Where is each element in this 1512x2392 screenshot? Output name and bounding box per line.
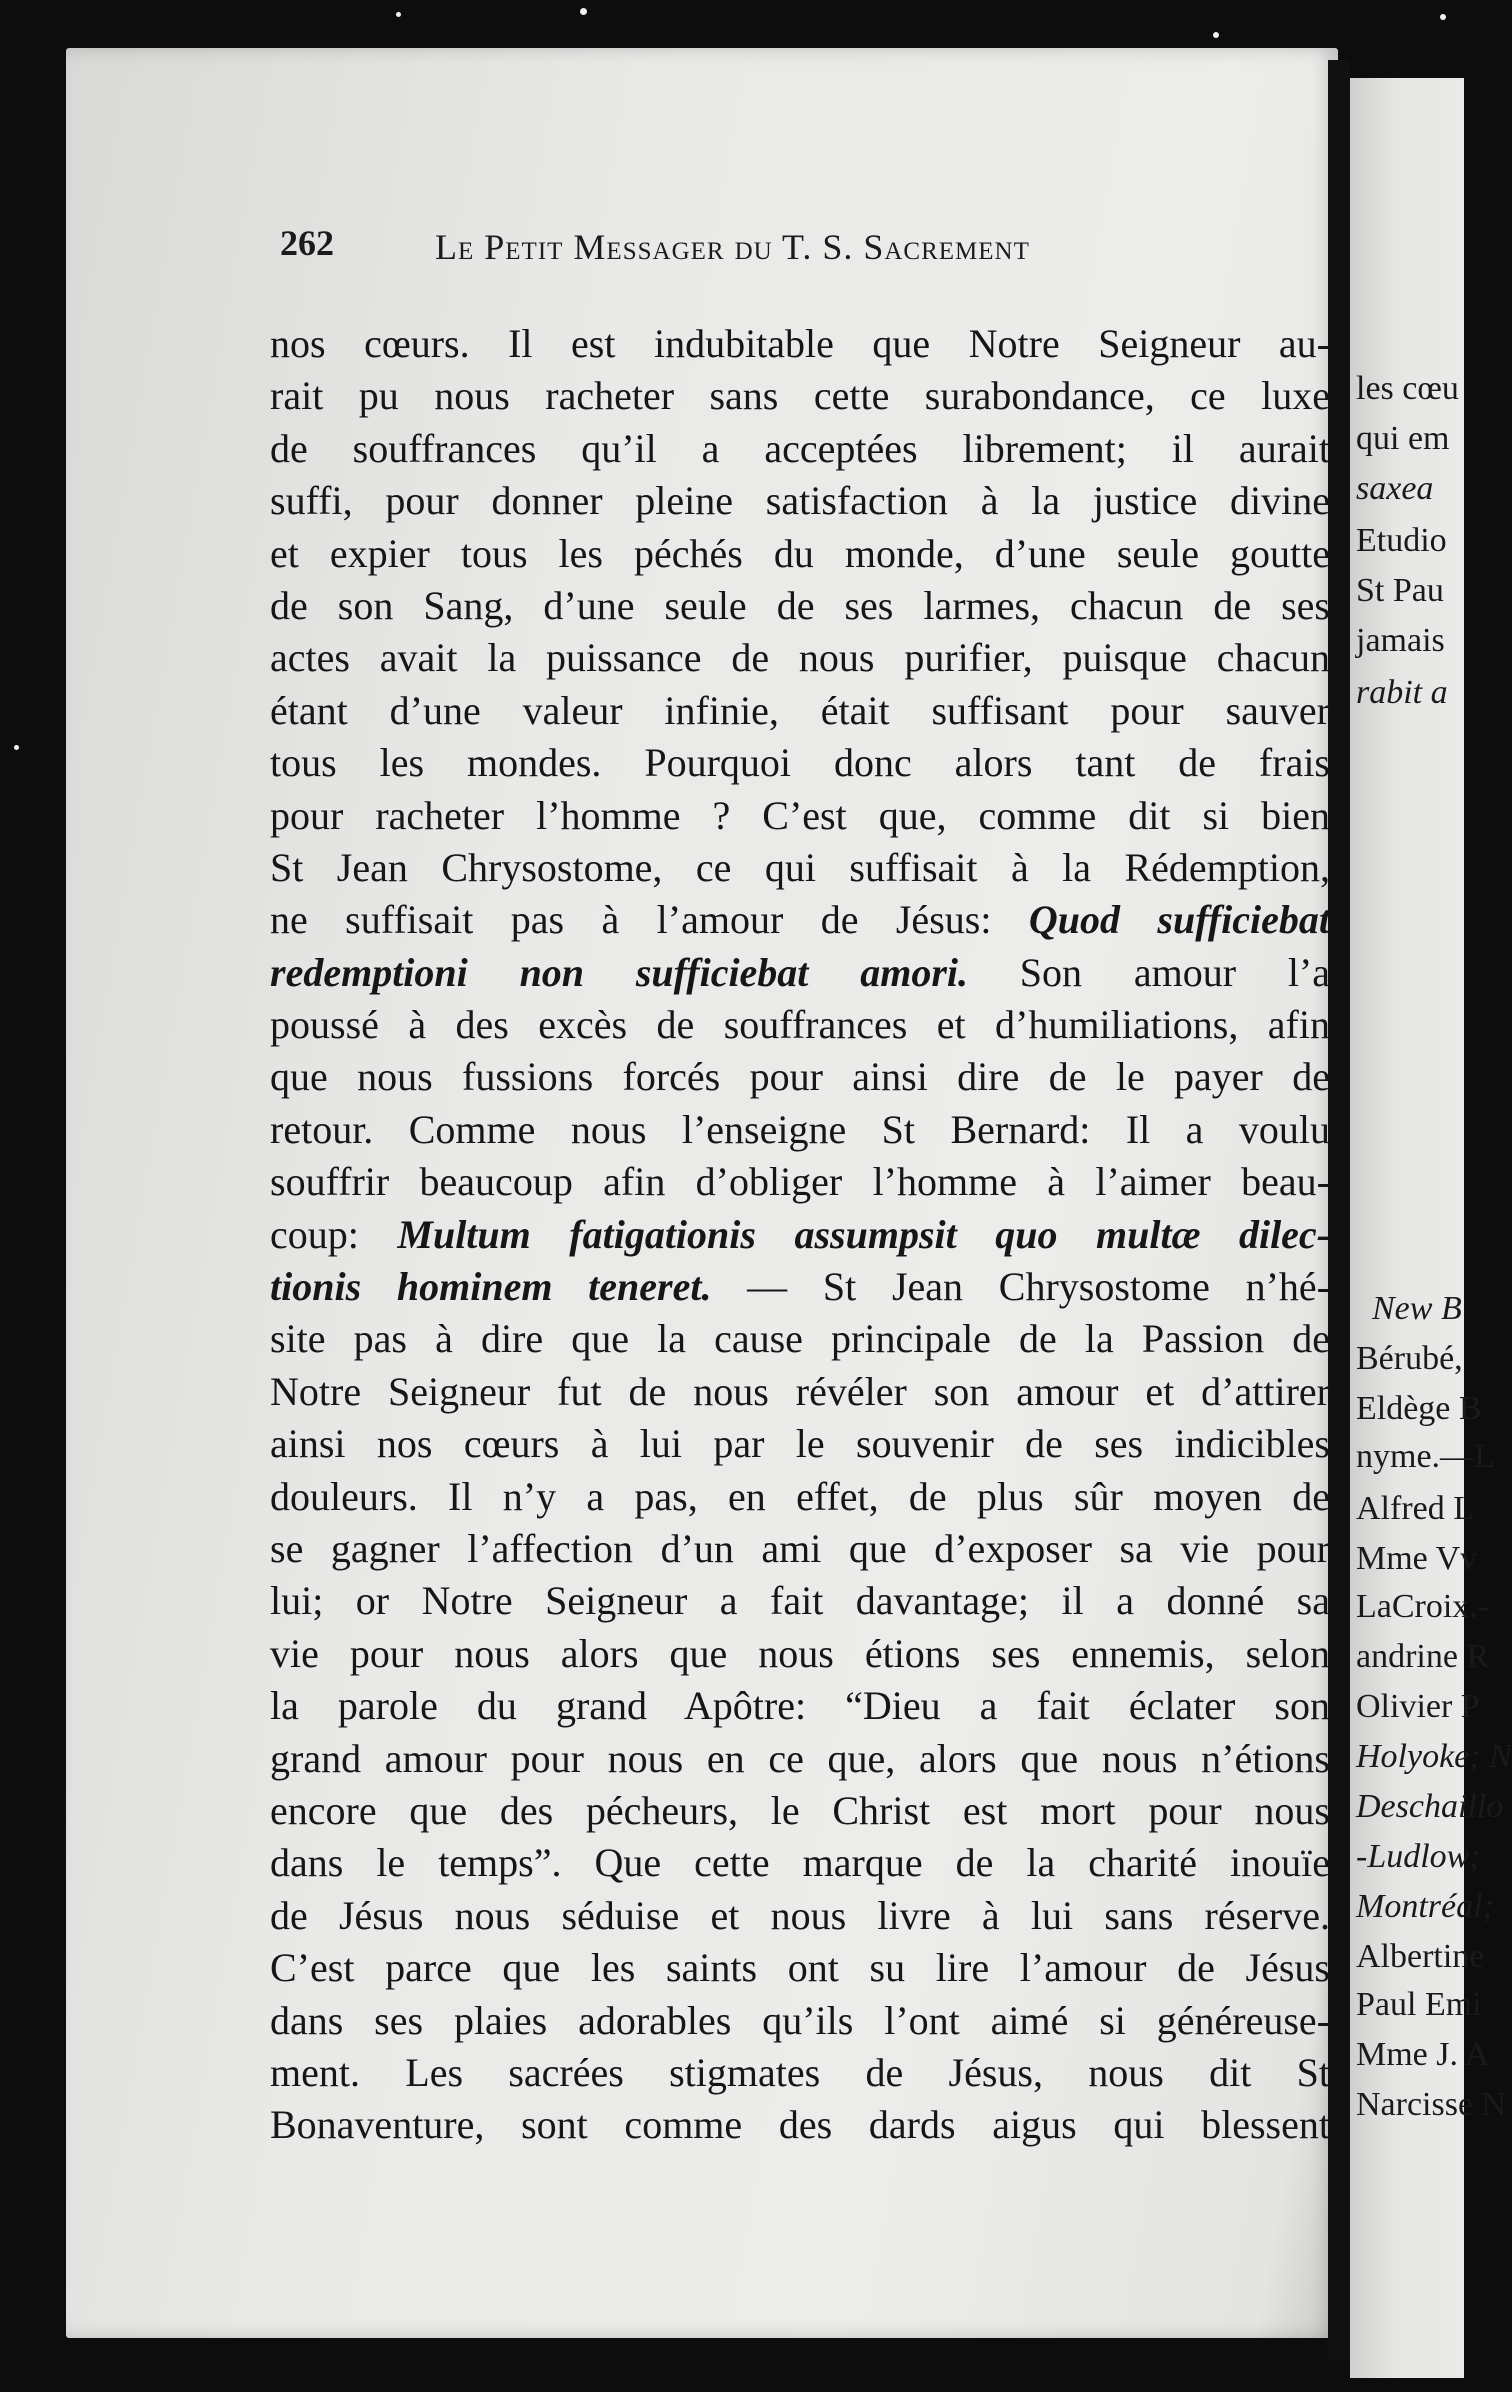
text-line <box>270 1051 1330 1103</box>
right-page-fragment: Deschaillo <box>1356 1788 1504 1825</box>
right-page-fragment: Narcisse N <box>1356 2086 1507 2123</box>
text-run: pour racheter l’homme ? C’est que, comme dit si bien <box>270 792 1330 838</box>
text-run: douleurs. Il n’y a pas, en effet, de plus sûr moyen de <box>270 1473 1330 1519</box>
text-run: ment. Les sacrées stigmates de Jésus, nous dit St <box>270 2049 1330 2095</box>
text-line <box>270 1837 1330 1889</box>
right-page-fragment: Olivier P <box>1356 1688 1480 1725</box>
text-run: Son amour l’a <box>968 949 1331 995</box>
text-run: étant d’une valeur infinie, était suffisant pour sauver <box>270 687 1330 733</box>
right-page-fragment: nyme.—L <box>1356 1438 1495 1475</box>
text-line <box>270 1313 1330 1365</box>
text-line <box>270 580 1330 632</box>
text-line <box>270 1890 1330 1942</box>
running-title: Le Petit Messager du T. S. Sacrement <box>435 227 1030 267</box>
text-line <box>270 1628 1330 1680</box>
text-run: nos cœurs. Il est indubitable que Notre Seigneur au- <box>270 321 1330 366</box>
text-line <box>270 318 1330 370</box>
right-page-fragment: Mme Vv <box>1356 1540 1478 1577</box>
dust-speck <box>14 745 19 750</box>
right-page-fragment: New B <box>1372 1290 1462 1327</box>
text-run: Notre Seigneur fut de nous révéler son amour et d’attirer <box>270 1368 1330 1414</box>
text-line <box>270 842 1330 894</box>
text-line <box>270 685 1330 737</box>
right-page-fragment: rabit a <box>1356 674 1448 711</box>
text-run: se gagner l’affection d’un ami que d’exposer sa vie pour <box>270 1525 1330 1571</box>
text-run: ne suffisait pas à l’amour de Jésus: <box>270 897 1029 943</box>
right-page-fragment: andrine R <box>1356 1638 1490 1675</box>
text-line <box>270 1995 1330 2047</box>
text-line <box>270 370 1330 422</box>
text-line <box>270 737 1330 789</box>
right-page-fragment: Holyoke; N <box>1356 1738 1512 1775</box>
text-line <box>270 1209 1330 1261</box>
page-number: 262 <box>280 223 334 263</box>
text-line <box>270 894 1330 946</box>
text-line <box>270 1156 1330 1208</box>
text-run: encore que des pécheurs, le Christ est mort pour nous <box>270 1787 1330 1833</box>
text-run: site pas à dire que la cause principale de la Passion de <box>270 1316 1330 1362</box>
text-run: suffi, pour donner pleine satisfaction à la justice divine <box>270 478 1330 524</box>
text-run: de souffrances qu’il a acceptées librement; il aurait <box>270 425 1330 471</box>
book-gutter <box>1328 60 1350 2360</box>
text-run: dans le temps”. Que cette marque de la charité inouïe <box>270 1840 1330 1886</box>
text-run: rait pu nous racheter sans cette surabondance, ce luxe <box>270 373 1330 419</box>
text-line <box>270 1418 1330 1470</box>
text-run: de son Sang, d’une seule de ses larmes, chacun de ses <box>270 582 1330 628</box>
right-page-fragment: Mme J. A <box>1356 2036 1490 2073</box>
text-line <box>270 1575 1330 1627</box>
text-run: lui; or Notre Seigneur a fait davantage; il a donné sa <box>270 1578 1330 1624</box>
text-run: poussé à des excès de souffrances et d’humiliations, afin <box>270 1002 1330 1048</box>
right-page-fragment: -Ludlow; <box>1356 1838 1481 1875</box>
text-line <box>270 1680 1330 1732</box>
text-run: vie pour nous alors que nous étions ses ennemis, selon <box>270 1630 1330 1676</box>
text-line <box>270 1942 1330 1994</box>
latin-quote: Quod sufficiebat <box>1028 897 1330 943</box>
right-page-fragment: les cœu <box>1356 370 1459 407</box>
text-run: actes avait la puissance de nous purifier, puisque chacun <box>270 635 1330 681</box>
right-page-fragment: Alfred L <box>1356 1490 1475 1527</box>
text-line <box>270 947 1330 999</box>
text-run: ainsi nos cœurs à lui par le souvenir de ses indicibles <box>270 1421 1330 1467</box>
text-run: et expier tous les péchés du monde, d’une seule goutte <box>270 530 1330 576</box>
text-line <box>270 475 1330 527</box>
text-run: coup: <box>270 1211 398 1257</box>
text-line <box>270 2099 1330 2151</box>
dust-speck <box>580 8 587 15</box>
right-page-fragment: Montréal; <box>1356 1888 1494 1925</box>
dust-speck <box>1213 32 1219 38</box>
right-page-fragment: Albertine <box>1356 1938 1485 1975</box>
right-page-fragment: Paul Emi <box>1356 1986 1482 2023</box>
text-line <box>270 1471 1330 1523</box>
text-run: tous les mondes. Pourquoi donc alors tant de frais <box>270 740 1330 786</box>
right-page-fragment: Etudio <box>1356 522 1447 559</box>
right-page-fragment: qui em <box>1356 420 1450 457</box>
text-run: que nous fussions forcés pour ainsi dire de le payer de <box>270 1054 1330 1100</box>
text-run: de Jésus nous séduise et nous livre à lui sans réserve. <box>270 1892 1330 1938</box>
body-text <box>270 318 1330 2152</box>
text-run: St Jean Chrysostome, ce qui suffisait à la Rédemption, <box>270 844 1330 890</box>
text-line <box>270 1104 1330 1156</box>
right-page-fragment: Bérubé, <box>1356 1340 1463 1377</box>
text-line <box>270 1523 1330 1575</box>
text-line <box>270 790 1330 842</box>
right-page-fragment: Eldège B <box>1356 1390 1482 1427</box>
latin-quote: tionis hominem teneret. <box>270 1264 712 1310</box>
text-run: — St Jean Chrysostome n’hé- <box>711 1264 1330 1310</box>
text-run: grand amour pour nous en ce que, alors que nous n’étions <box>270 1735 1330 1781</box>
text-line <box>270 1733 1330 1785</box>
text-line <box>270 2047 1330 2099</box>
text-run: Bonaventure, sont comme des dards aigus qui blessent <box>270 2102 1330 2148</box>
text-line <box>270 528 1330 580</box>
right-page-fragment: LaCroix.- <box>1356 1588 1490 1625</box>
text-run: dans ses plaies adorables qu’ils l’ont aimé si généreuse- <box>270 1997 1330 2043</box>
page-header <box>280 222 1200 282</box>
text-line <box>270 423 1330 475</box>
right-page-fragment: St Pau <box>1356 572 1444 609</box>
text-line <box>270 1366 1330 1418</box>
text-run: la parole du grand Apôtre: “Dieu a fait éclater son <box>270 1683 1330 1729</box>
right-page-fragment: jamais <box>1356 622 1445 659</box>
text-run: retour. Comme nous l’enseigne St Bernard: Il a voulu <box>270 1106 1330 1152</box>
text-line <box>270 999 1330 1051</box>
dust-speck <box>1440 14 1446 20</box>
right-page-fragment: saxea <box>1356 470 1434 507</box>
text-run: C’est parce que les saints ont su lire l’amour de Jésus <box>270 1945 1330 1991</box>
latin-quote: Multum fatigationis assumpsit quo multæ dilec- <box>397 1211 1331 1257</box>
text-run: souffrir beaucoup afin d’obliger l’homme à l’aimer beau- <box>270 1159 1330 1205</box>
text-line <box>270 632 1330 684</box>
dust-speck <box>396 12 401 17</box>
text-line <box>270 1785 1330 1837</box>
latin-quote: redemptioni non sufficiebat amori. <box>270 949 969 995</box>
text-line <box>270 1261 1330 1313</box>
